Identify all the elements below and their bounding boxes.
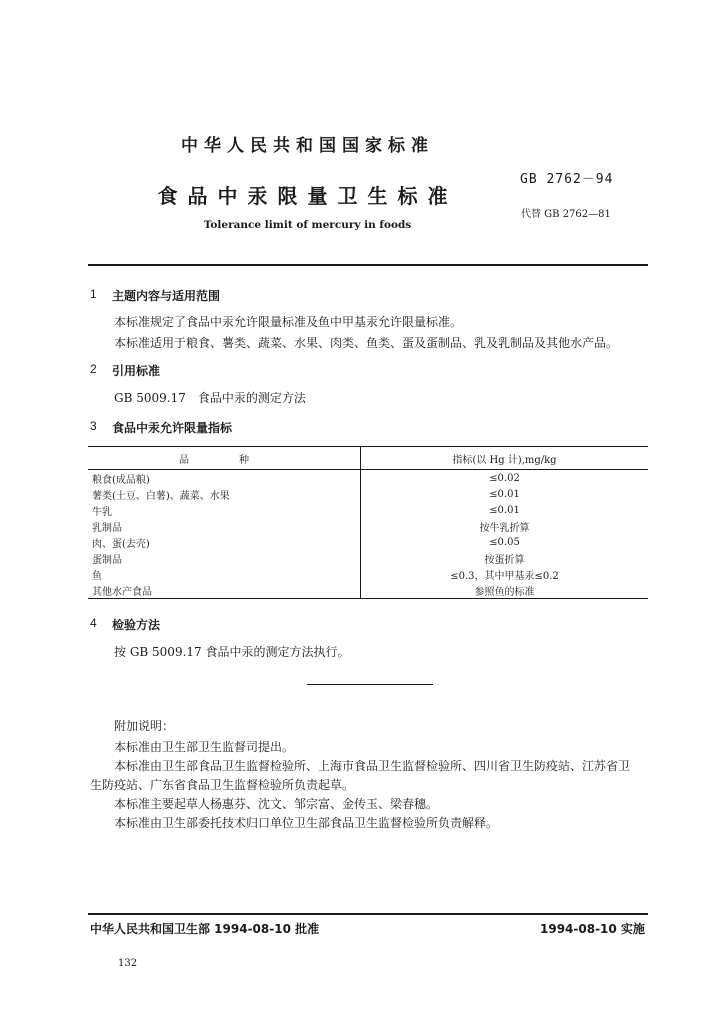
table-row xyxy=(88,534,648,550)
table-row xyxy=(88,486,648,502)
section-1-number: 1 xyxy=(90,287,97,301)
section-4-paragraph: 按 GB 5009.17 食品中汞的测定方法执行。 xyxy=(114,645,350,659)
table-row xyxy=(88,582,648,599)
food-type-cell: 鱼 xyxy=(92,570,102,582)
approval-line: 中华人民共和国卫生部 1994-08-10 批准 xyxy=(90,922,320,936)
limit-cell: ≤0.01 xyxy=(361,486,649,502)
food-type-cell: 其他水产食品 xyxy=(88,582,361,599)
standard-body-title: 中华人民共和国国家标准 xyxy=(181,136,434,156)
limit-cell: ≤0.3，其中甲基汞≤0.2 xyxy=(361,566,649,582)
food-type-cell: 乳制品 xyxy=(92,522,122,534)
footer-rule xyxy=(88,913,648,915)
reference-standard: GB 5009.17 食品中汞的测定方法 xyxy=(114,391,306,405)
appendix-line: 本标准由卫生部食品卫生监督检验所、上海市食品卫生监督检验所、四川省卫生防疫站、江苏省卫 xyxy=(114,759,631,773)
standard-code: GB 2762－94 xyxy=(520,172,614,187)
column-header-food-type: 品 种 xyxy=(88,447,361,470)
english-title: Tolerance limit of mercury in foods xyxy=(203,219,412,231)
table-header-row xyxy=(88,447,648,470)
section-3-heading: 食品中汞允许限量指标 xyxy=(112,421,233,435)
food-type-cell: 蛋制品 xyxy=(92,554,122,566)
section-4-heading: 检验方法 xyxy=(112,618,161,632)
table-row xyxy=(88,566,648,582)
food-type-cell: 粮食(成品粮) xyxy=(92,474,150,486)
section-4-number: 4 xyxy=(90,616,97,630)
section-2-heading: 引用标准 xyxy=(112,364,161,378)
section-2-number: 2 xyxy=(90,362,97,376)
table-row xyxy=(88,518,648,534)
implementation-date: 1994-08-10 实施 xyxy=(540,922,645,936)
document-title: 食品中汞限量卫生标准 xyxy=(157,184,458,208)
mercury-limits-table xyxy=(88,446,648,599)
appendix-line: 本标准由卫生部委托技术归口单位卫生部食品卫生监督检验所负责解释。 xyxy=(114,816,499,830)
section-1-heading: 主题内容与适用范围 xyxy=(112,289,221,303)
page-number: 132 xyxy=(118,958,138,969)
appendix-heading: 附加说明： xyxy=(114,719,175,733)
section-1-paragraph: 本标准规定了食品中汞允许限量标准及鱼中甲基汞允许限量标准。 xyxy=(114,315,463,329)
table-row xyxy=(88,502,648,518)
column-header-limit: 指标(以 Hg 计),mg/kg xyxy=(361,447,649,470)
food-type-cell: 肉、蛋(去壳) xyxy=(92,538,150,550)
appendix-line: 本标准由卫生部卫生监督司提出。 xyxy=(114,740,295,754)
table-row xyxy=(88,470,648,487)
limit-cell: 参照鱼的标准 xyxy=(361,582,649,599)
limit-cell: ≤0.05 xyxy=(361,534,649,550)
table-row xyxy=(88,550,648,566)
limit-cell: 按蛋折算 xyxy=(361,550,649,566)
replaces-note: 代替 GB 2762—81 xyxy=(521,209,611,220)
header-rule xyxy=(88,264,648,266)
section-3-number: 3 xyxy=(90,419,97,433)
limit-cell: ≤0.02 xyxy=(361,470,649,487)
food-type-cell: 薯类(土豆、白薯)、蔬菜、水果 xyxy=(92,490,230,502)
appendix-line: 生防疫站、广东省食品卫生监督检验所负责起草。 xyxy=(90,778,355,792)
limit-cell: ≤0.01 xyxy=(361,502,649,518)
food-type-cell: 牛乳 xyxy=(92,506,112,518)
limit-cell: 按牛乳折算 xyxy=(361,518,649,534)
appendix-line: 本标准主要起草人杨惠芬、沈文、邹宗富、金传玉、梁春穗。 xyxy=(114,797,439,811)
end-of-text-rule xyxy=(307,684,433,685)
section-1-paragraph: 本标准适用于粮食、薯类、蔬菜、水果、肉类、鱼类、蛋及蛋制品、乳及乳制品及其他水产品。 xyxy=(114,336,619,350)
